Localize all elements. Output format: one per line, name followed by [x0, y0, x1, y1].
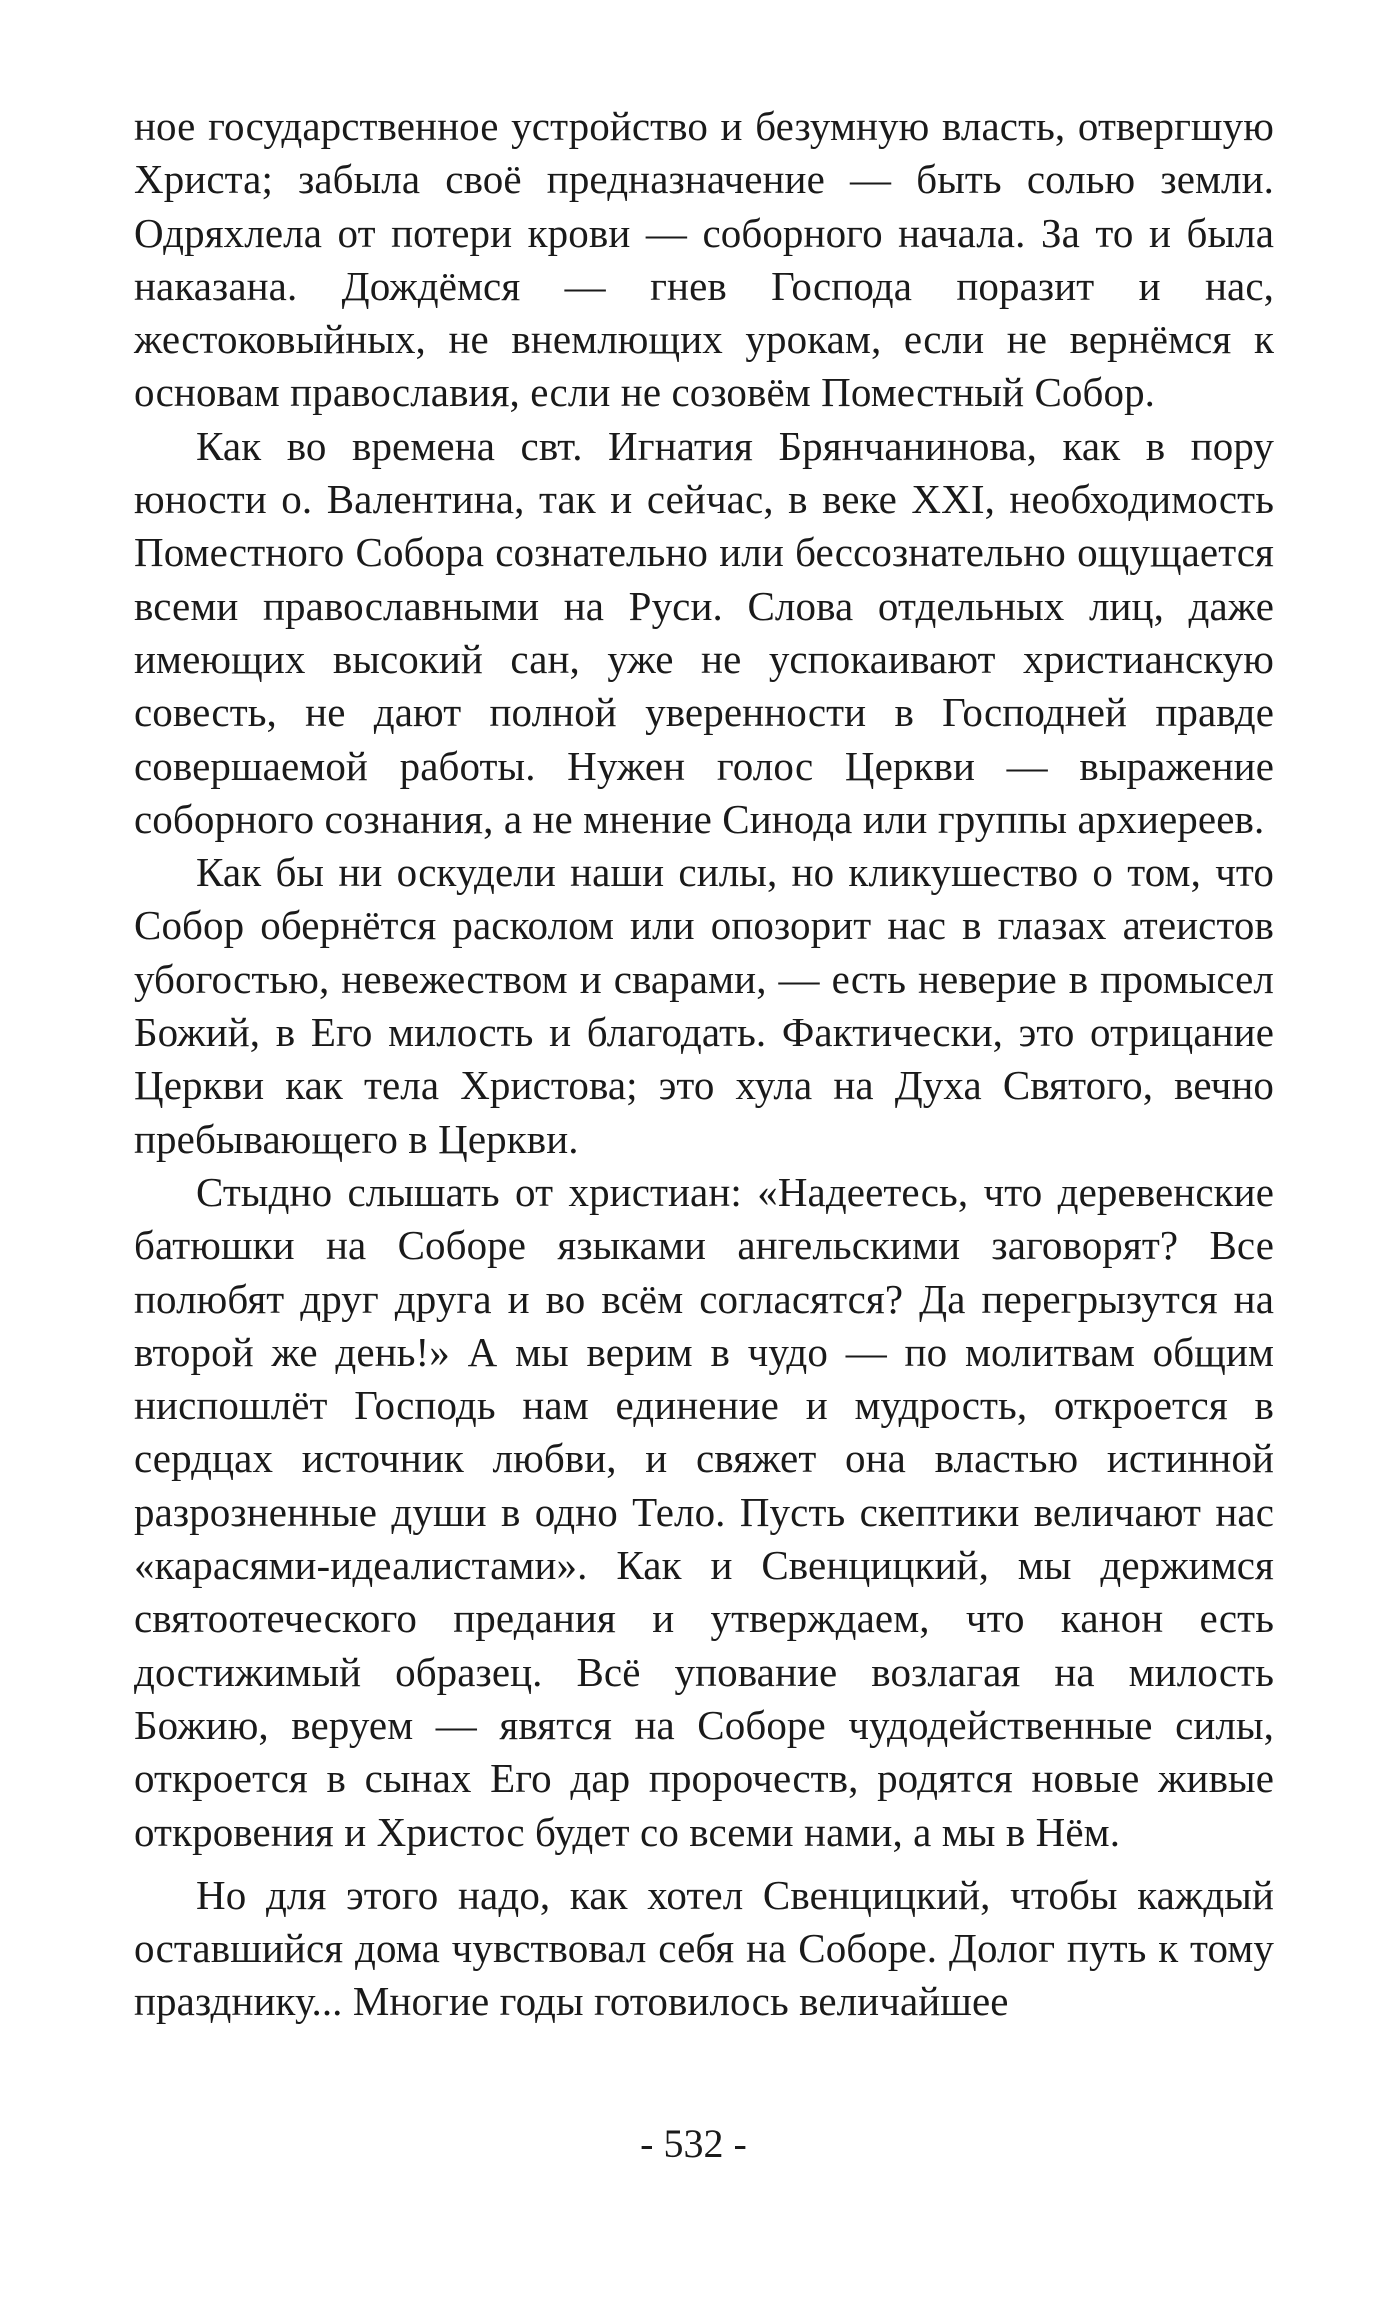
paragraph-continued: ное государственное устройство и безумную власть, отвергшую Христа; забыла своё предназначение — быть солью земли. Одряхлела от потери крови — соборного начала. За то и была наказана. Дождёмся — гнев Господа поразит и нас, жестоковыйных, не внемлющих урокам, если не вернёмся к основам православия, если не созовём Поместный Собор.: [134, 103, 1274, 416]
paragraph: Как бы ни оскудели наши силы, но кликушество о том, что Собор обернётся расколом или опозорит нас в глазах атеистов убогостью, невежеством и сварами, — есть неверие в промысел Божий, в Его милость и благодать. Фактически, это отрицание Церкви как тела Христова; это хула на Духа Святого, вечно пребывающего в Церкви.: [134, 849, 1274, 1162]
page-number: - 532 -: [640, 2121, 747, 2166]
paragraph: Но для этого надо, как хотел Свенцицкий, чтобы каждый оставшийся дома чувствовал себя на Соборе. Долог путь к тому празднику... Многие годы готовилось величайшее: [134, 1871, 1274, 2025]
page-body: [134, 100, 1274, 2029]
paragraph: Как во времена свт. Игнатия Брянчанинова, как в пору юности о. Валентина, так и сейчас, в веке XXI, необходимость Поместного Собора сознательно или бессознательно ощущается всеми православными на Руси. Слова отдельных лиц, даже имеющих высокий сан, уже не успокаивают христианскую совесть, не дают полной уверенности в Господней правде совершаемой работы. Нужен голос Церкви — выражение соборного сознания, а не мнение Синода или группы архиереев.: [134, 422, 1274, 842]
paragraph: Стыдно слышать от христиан: «Надеетесь, что деревенские батюшки на Соборе языками ангельскими заговорят? Все полюбят друг друга и во всём согласятся? Да перегрызутся на второй же день!» А мы верим в чудо — по молитвам общим ниспошлёт Господь нам единение и мудрость, откроется в сердцах источник любви, и свяжет она властью истинной разрозненные души в одно Тело. Пусть скептики величают нас «карасями-идеалистами». Как и Свенцицкий, мы держимся святоотеческого предания и утверждаем, что канон есть достижимый образец. Всё упование возлагая на милость Божию, веруем — явятся на Соборе чудодейственные силы, откроется в сынах Его дар пророчеств, родятся новые живые откровения и Христос будет со всеми нами, а мы в Нём.: [134, 1168, 1274, 1855]
